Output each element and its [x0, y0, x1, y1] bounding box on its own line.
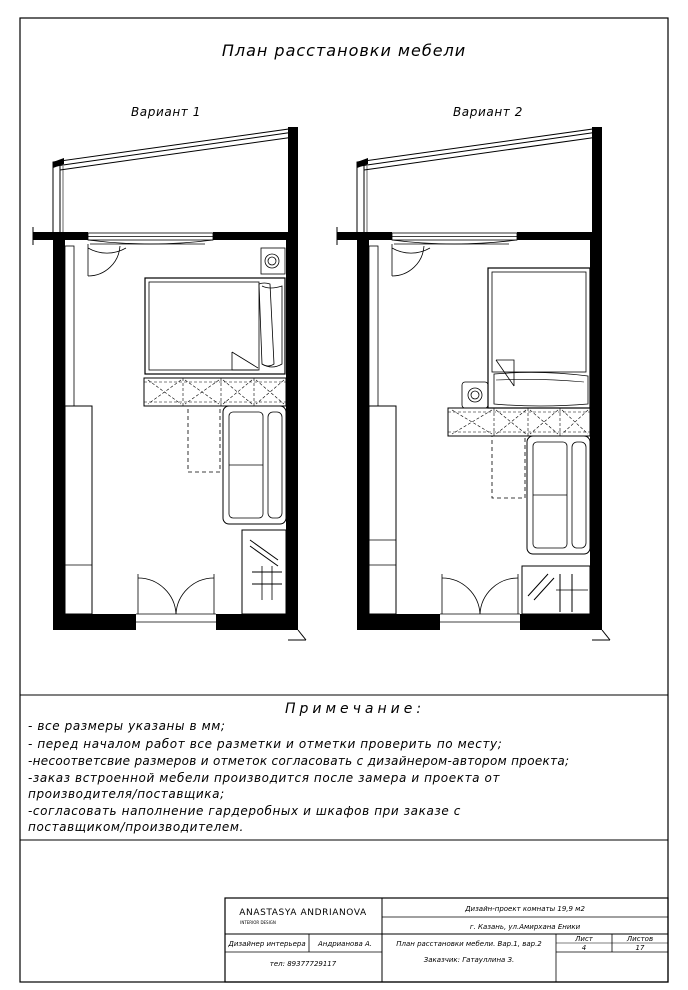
bed-v1 [145, 278, 285, 374]
floor-plan-variant-1 [33, 127, 306, 640]
washbasin-v2 [462, 382, 488, 408]
wardrobe-bottom-v1 [242, 530, 286, 614]
note-line: -заказ встроенной мебели производится после замера и проекта от [28, 771, 501, 785]
bed-v2 [488, 268, 590, 408]
balcony-v2 [357, 127, 602, 234]
sheets-label: Листов [626, 935, 654, 943]
project-name: Дизайн-проект комнаты 19,9 м2 [465, 905, 585, 913]
sofa-v1 [223, 406, 286, 524]
entry-door-v2 [440, 574, 520, 622]
project-address: г. Казань, ул.Амирхана Еники [469, 923, 581, 931]
sheet-number: 4 [581, 944, 587, 952]
client-name: Заказчик: Гатауллина З. [423, 956, 515, 964]
balcony-door-v2 [392, 244, 430, 276]
shelving-unit-v2 [448, 408, 590, 436]
designer-role: Дизайнер интерьера [228, 940, 306, 948]
variant2-label: Вариант 2 [452, 105, 524, 119]
note-line: -согласовать наполнение гардеробных и шкафов при заказе с [28, 804, 461, 818]
note-line: - перед началом работ все разметки и отметки проверить по месту; [28, 737, 503, 751]
desk-v2 [492, 436, 525, 498]
note-line: -несоответсвие размеров и отметок согласовать с дизайнером-автором проекта; [28, 754, 570, 768]
desk-v1 [188, 406, 220, 472]
floor-plan-variant-2 [337, 127, 610, 640]
wardrobe-left-v2 [369, 246, 396, 614]
shelving-unit-v1 [144, 378, 286, 406]
window-v2 [392, 233, 517, 244]
balcony-v1 [53, 127, 298, 234]
wardrobe-left-v1 [65, 246, 92, 614]
company-name: ANASTASYA ANDRIANOVA [239, 908, 367, 918]
entry-door-v1 [136, 574, 216, 622]
sheet-title: План расстановки мебели [221, 41, 467, 60]
balcony-door-v1 [88, 244, 126, 276]
note-line: - все размеры указаны в мм; [28, 719, 226, 733]
washbasin-v1 [261, 248, 285, 274]
designer-phone: тел: 89377729117 [269, 960, 337, 968]
wardrobe-bottom-v2 [522, 566, 590, 614]
sheet-frame [20, 18, 668, 982]
window-v1 [88, 233, 213, 244]
sheets-total: 17 [635, 944, 645, 952]
sofa-v2 [527, 436, 590, 554]
company-subtitle: INTERIOR DESIGN [240, 920, 276, 925]
sheet-name: План расстановки мебели. Вар.1, вар.2 [396, 940, 542, 948]
note-line: производителя/поставщика; [28, 787, 225, 801]
note-line: поставщиком/производителем. [28, 820, 244, 834]
variant1-label: Вариант 1 [130, 105, 202, 119]
sheet-label: Лист [575, 935, 593, 943]
designer-name: Андрианова А. [317, 940, 373, 948]
notes-heading: Примечание: [284, 701, 426, 717]
